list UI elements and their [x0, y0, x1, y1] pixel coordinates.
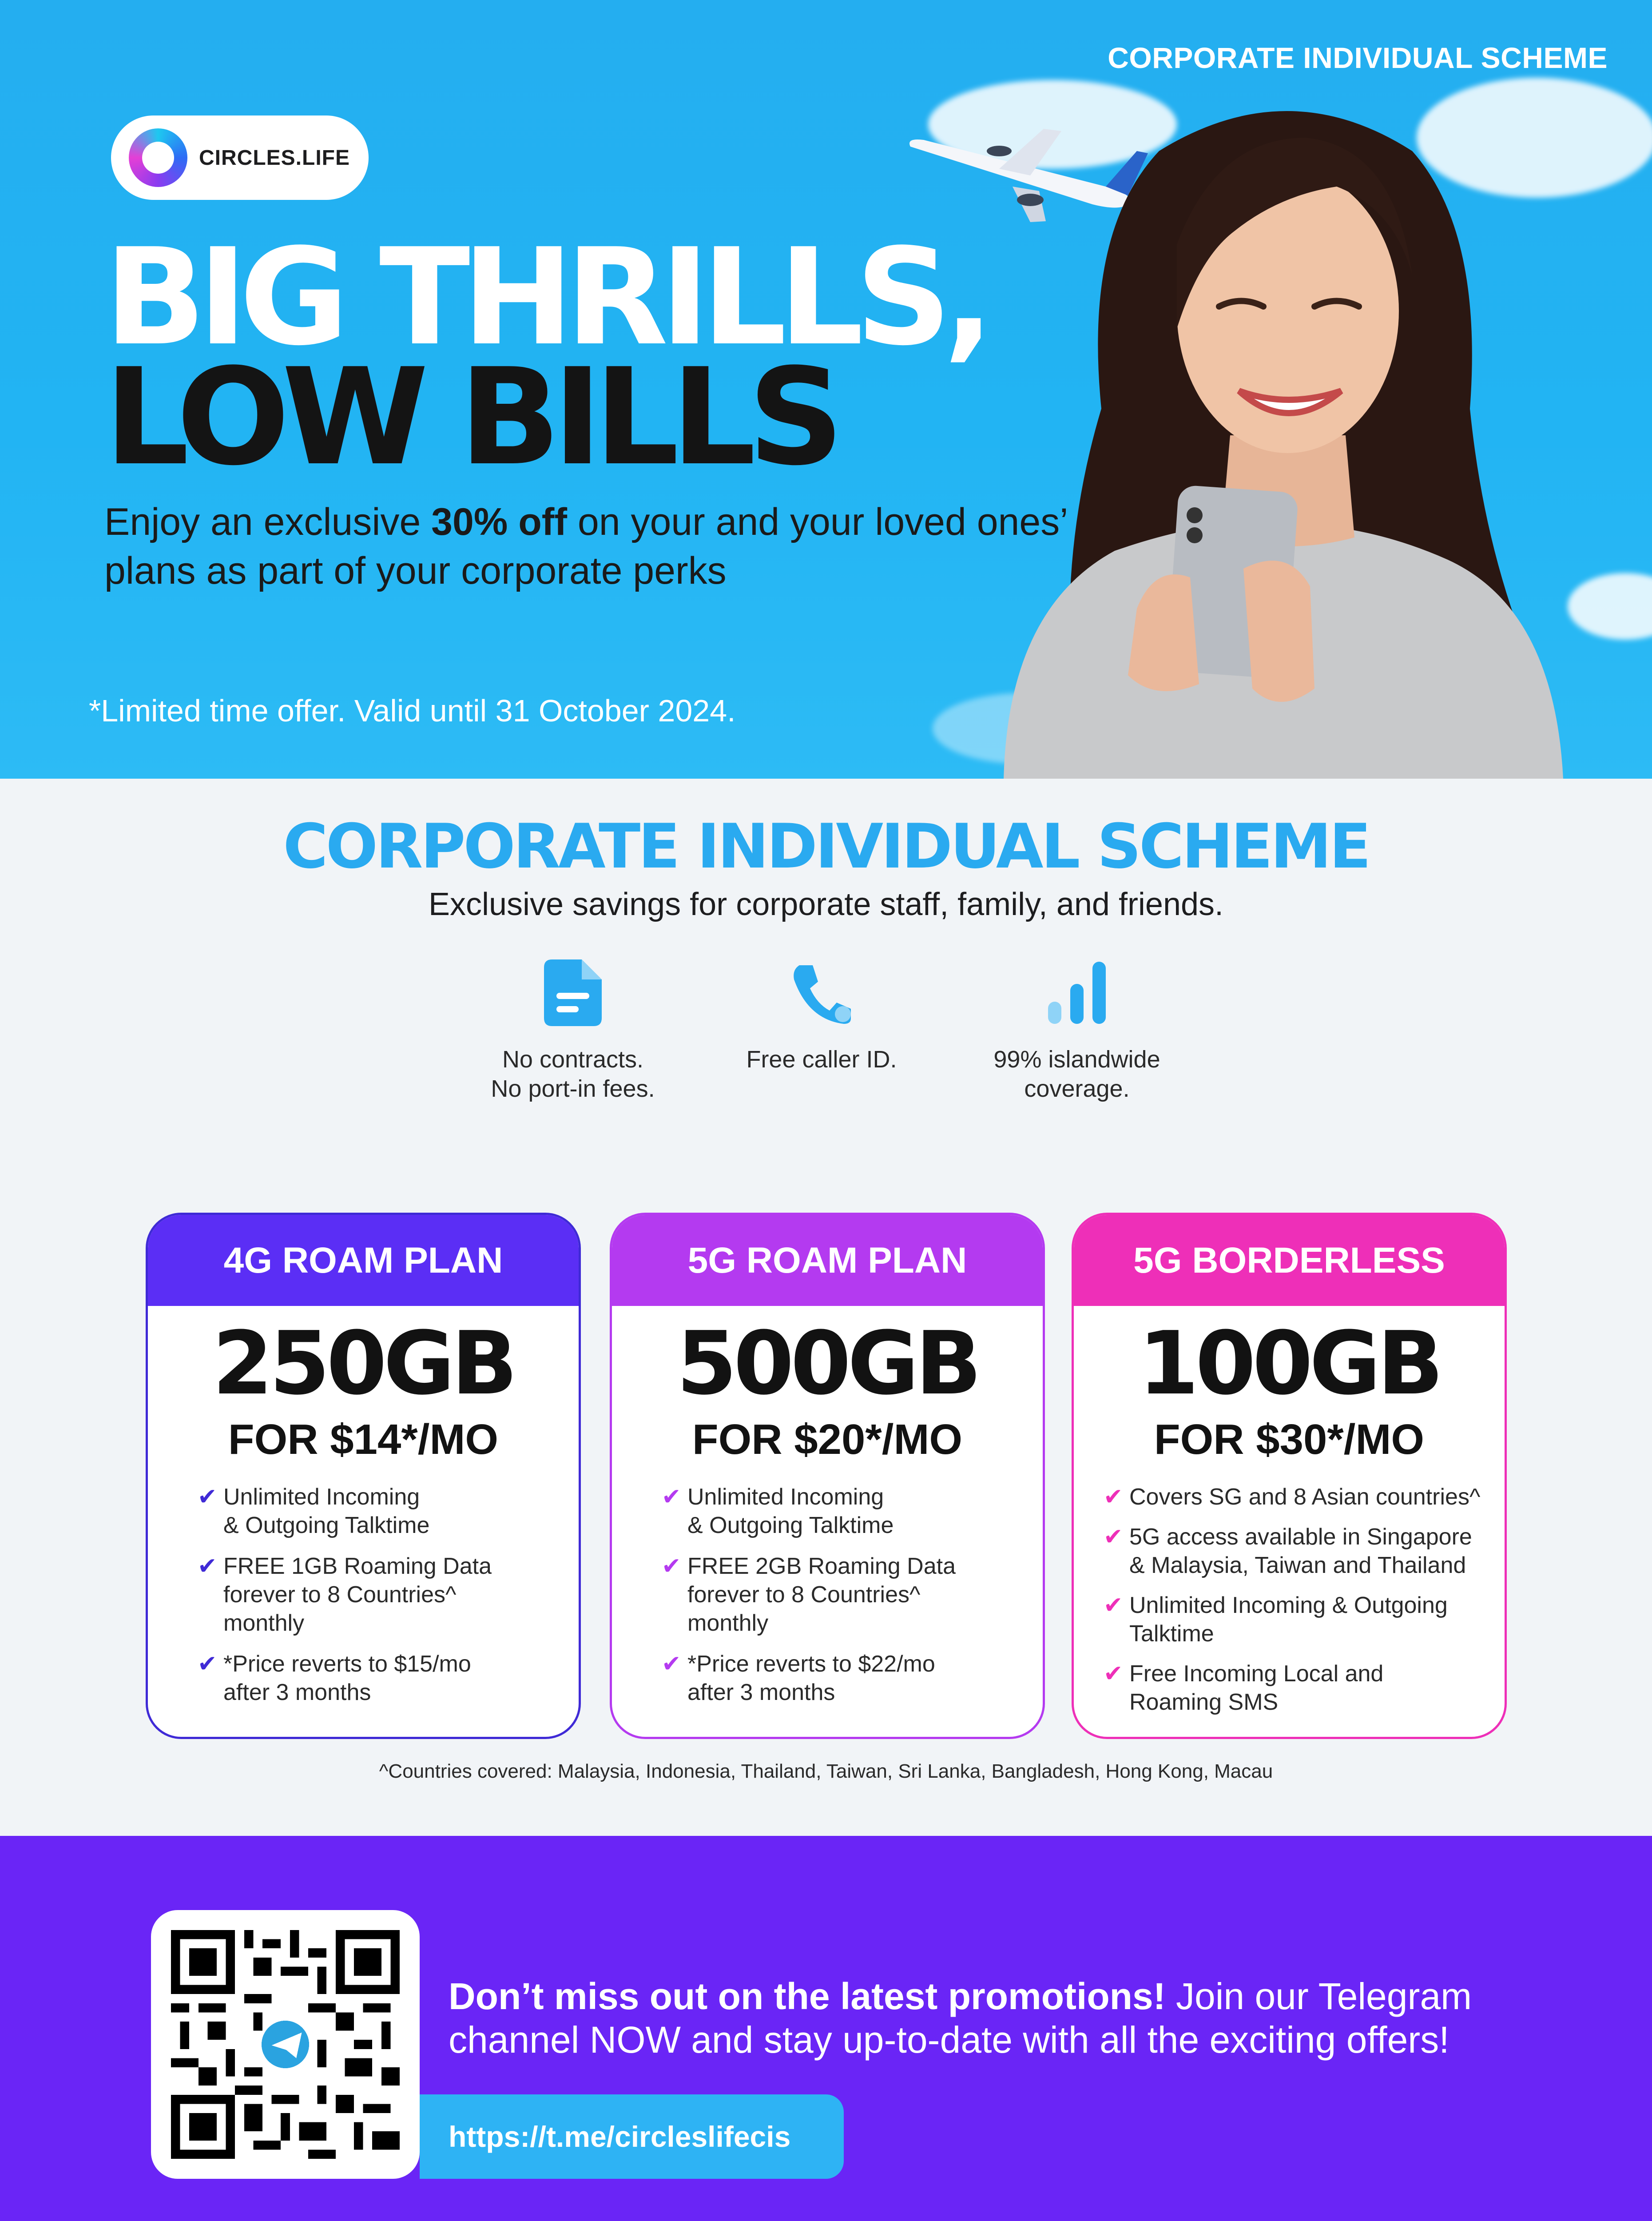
perk-line: FREE 1GB Roaming Data — [223, 1553, 492, 1579]
plan-card-5g-borderless[interactable] — [1072, 1213, 1507, 1739]
perk-item — [1104, 1523, 1493, 1580]
promo-headline: Don’t miss out on the latest promotions! — [449, 1975, 1166, 2017]
signal-bars-icon — [953, 959, 1201, 1026]
plan-card-5g-roam[interactable] — [610, 1213, 1045, 1739]
phone-icon — [697, 959, 946, 1026]
feature-line: No port-in fees. — [491, 1075, 655, 1102]
headline-big-thrills: BIG THRILLS, — [104, 220, 986, 375]
subtitle-trail: on your and your loved ones’ plans as part of your corporate perks — [104, 501, 1067, 592]
check-icon: ✔ — [198, 1484, 217, 1510]
circles-ring-icon — [129, 128, 187, 187]
plan-data-amount: 500GB — [676, 1313, 978, 1414]
subtitle-discount: 30% off — [431, 501, 568, 543]
plan-card-4g-roam[interactable] — [146, 1213, 581, 1739]
perk-line: & Outgoing Talktime — [687, 1513, 894, 1538]
check-icon: ✔ — [662, 1651, 681, 1677]
scheme-title: CORPORATE INDIVIDUAL SCHEME — [283, 811, 1369, 882]
perk-item — [198, 1552, 552, 1637]
price-amount: FOR $14 — [228, 1416, 401, 1463]
perk-line: Unlimited Incoming & Outgoing — [1129, 1592, 1448, 1618]
check-icon: ✔ — [662, 1553, 681, 1579]
woman-with-phone-photo — [968, 98, 1608, 779]
telegram-qr-code[interactable] — [151, 1910, 420, 2179]
perk-item — [1104, 1591, 1493, 1648]
countries-covered-note: ^Countries covered: Malaysia, Indonesia, Thailand, Taiwan, Sri Lanka, Bangladesh, Hong Kong, Macau — [379, 1760, 1273, 1782]
perk-line: monthly — [687, 1610, 769, 1636]
check-icon: ✔ — [662, 1484, 681, 1510]
perk-item — [198, 1650, 552, 1707]
perk-line: Roaming SMS — [1129, 1689, 1279, 1715]
offer-validity-note: *Limited time offer. Valid until 31 October 2024. — [89, 693, 736, 728]
plan-perks-list — [662, 1483, 1016, 1707]
perk-item — [662, 1650, 1016, 1707]
plan-price — [148, 1415, 579, 1464]
plan-price — [612, 1415, 1043, 1464]
plan-name: 5G ROAM PLAN — [612, 1215, 1043, 1306]
check-icon: ✔ — [1104, 1661, 1123, 1687]
feature-line: coverage. — [1024, 1075, 1130, 1102]
check-icon: ✔ — [198, 1553, 217, 1579]
perk-line: after 3 months — [223, 1680, 371, 1705]
perk-line: Talktime — [1129, 1621, 1214, 1647]
perk-line: *Price reverts to $15/mo — [223, 1651, 471, 1677]
feature-no-contracts — [449, 959, 697, 1103]
plan-data-amount: 100GB — [1138, 1313, 1440, 1414]
feature-coverage — [953, 959, 1201, 1103]
perk-line: Free Incoming Local and — [1129, 1661, 1384, 1687]
check-icon: ✔ — [198, 1651, 217, 1677]
check-icon: ✔ — [1104, 1592, 1123, 1618]
plan-data-amount: 250GB — [212, 1313, 514, 1414]
feature-text — [953, 1045, 1201, 1103]
logo-text: CIRCLES.LIFE — [199, 146, 350, 170]
headline-low-bills: LOW BILLS — [104, 340, 836, 495]
subtitle-lead: Enjoy an exclusive — [104, 501, 432, 543]
perk-line: & Malaysia, Taiwan and Thailand — [1129, 1552, 1466, 1578]
perk-item — [662, 1552, 1016, 1637]
perk-item — [662, 1483, 1016, 1540]
perk-line: Covers SG and 8 Asian countries^ — [1129, 1484, 1481, 1510]
perk-line: forever to 8 Countries^ — [687, 1582, 921, 1608]
scheme-subtitle: Exclusive savings for corporate staff, family, and friends. — [428, 887, 1224, 922]
hero-subtitle — [104, 498, 1081, 595]
check-icon: ✔ — [1104, 1484, 1123, 1510]
plan-price — [1074, 1415, 1505, 1464]
check-icon: ✔ — [1104, 1524, 1123, 1550]
plan-perks-list — [198, 1483, 552, 1707]
document-icon — [449, 959, 697, 1026]
perk-item — [1104, 1483, 1493, 1511]
feature-caller-id — [697, 959, 946, 1074]
telegram-link[interactable]: https://t.me/circleslifecis — [420, 2094, 844, 2179]
feature-text — [449, 1045, 697, 1103]
price-period: */MO — [401, 1416, 499, 1463]
price-amount: FOR $30 — [1154, 1416, 1327, 1463]
circles-life-logo — [111, 115, 369, 200]
perk-line: after 3 months — [687, 1680, 835, 1705]
feature-line: No contracts. — [502, 1046, 644, 1073]
plan-perks-list — [1104, 1483, 1493, 1716]
feature-line: 99% islandwide — [993, 1046, 1160, 1073]
feature-text — [697, 1045, 946, 1074]
feature-line: Free caller ID. — [746, 1046, 897, 1073]
plan-name: 4G ROAM PLAN — [148, 1215, 579, 1306]
price-amount: FOR $20 — [692, 1416, 866, 1463]
promo-body: Join our Telegram channel NOW and stay up-to-date with all the exciting offers! — [449, 1975, 1472, 2061]
plan-name: 5G BORDERLESS — [1074, 1215, 1505, 1306]
telegram-promo-text — [449, 1974, 1603, 2062]
perk-item — [1104, 1660, 1493, 1716]
perk-line: monthly — [223, 1610, 305, 1636]
perk-item — [198, 1483, 552, 1540]
perk-line: Unlimited Incoming — [687, 1484, 884, 1510]
price-period: */MO — [1327, 1416, 1425, 1463]
hero-banner — [0, 0, 1652, 779]
perk-line: forever to 8 Countries^ — [223, 1582, 457, 1608]
top-scheme-label: CORPORATE INDIVIDUAL SCHEME — [1108, 41, 1608, 74]
perk-line: FREE 2GB Roaming Data — [687, 1553, 956, 1579]
perk-line: *Price reverts to $22/mo — [687, 1651, 935, 1677]
perk-line: & Outgoing Talktime — [223, 1513, 430, 1538]
perk-line: 5G access available in Singapore — [1129, 1524, 1472, 1550]
perk-line: Unlimited Incoming — [223, 1484, 420, 1510]
price-period: */MO — [865, 1416, 963, 1463]
